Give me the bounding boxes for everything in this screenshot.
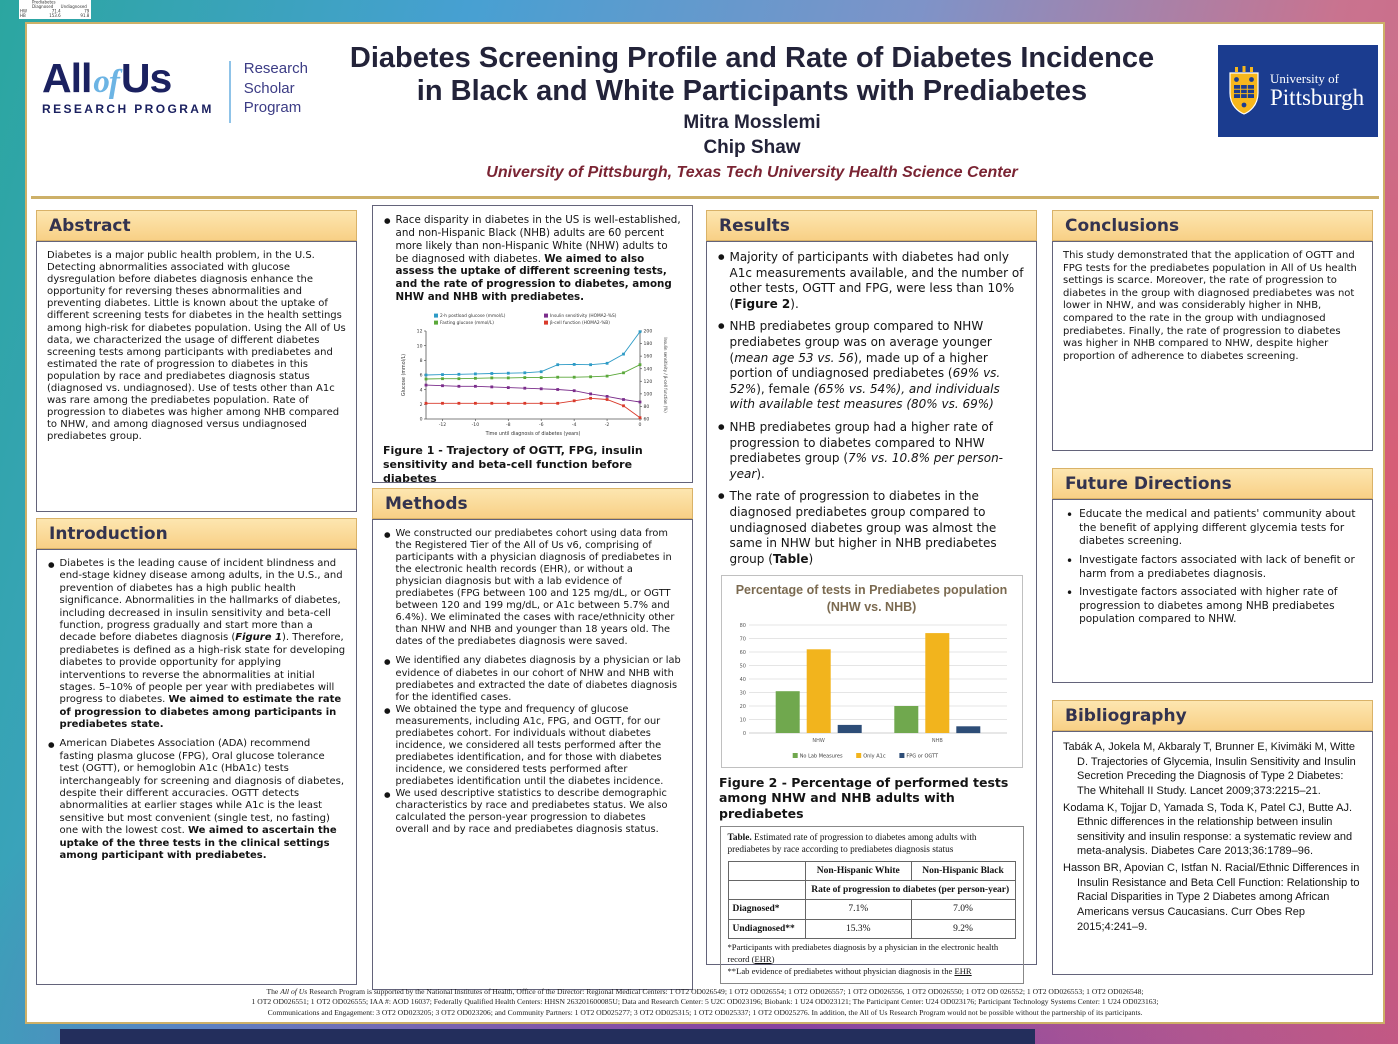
future-directions-title: Future Directions: [1065, 474, 1232, 494]
svg-text:200: 200: [643, 329, 652, 335]
svg-text:180: 180: [643, 342, 652, 348]
figure2-chart: [721, 575, 1023, 768]
bullet-item: [717, 420, 1026, 482]
reference-item: Kodama K, Tojjar D, Yamada S, Toda K, Patel CJ, Butte AJ. Ethnic differences in the relationship between insulin sensitivity and insulin response: a systematic review and meta-analysis. Diabetes Care 2013;36:1789–96.: [1063, 801, 1353, 858]
results-title: Results: [719, 216, 790, 236]
spreadsheet-value: 91.8: [80, 13, 90, 18]
svg-text:2: 2: [419, 402, 422, 408]
bullet-item: [1063, 554, 1362, 581]
bullet-text: ● Race disparity in diabetes in the US is well-established, and non-Hispanic Black (NHB) adults are 60 percent more likely than non-Hispanic White (NHW) adults to be diagnosed with diabetes. We aimed to also assess the uptake of different screening tests, and the rate of progression to diabetes, among NHW and NHB with prediabetes.: [395, 214, 681, 304]
pitt-logo-line2: Pittsburgh: [1270, 85, 1365, 111]
table-row: [728, 881, 1015, 900]
svg-text:10: 10: [416, 344, 422, 350]
table-row: [728, 861, 1015, 880]
bullet-item: [1063, 508, 1362, 549]
svg-text:100: 100: [643, 392, 652, 398]
spreadsheet-row-label: HW: [19, 8, 27, 14]
figure2-title: Percentage of tests in Prediabetes population: [735, 583, 1008, 598]
poster-title-line2: in Black and White Participants with Prediabetes: [416, 75, 1088, 108]
svg-text:0: 0: [742, 730, 746, 737]
spreadsheet-value: 79: [84, 8, 90, 14]
pitt-logo-text: [1270, 72, 1364, 110]
bullet-text: ● We constructed our prediabetes cohort using data from the Registered Tier of the All of Us v6, comprising of participants with a physician diagnosis of prediabetes in the electronic health records (EHR), or without a physician diagnosis but with a lab evidence of prediabetes (FPG between 100 and 125 mg/dL, or OGTT between 120 and 199 mg/dL, or A1c between 5.7% and 6.4%). We eliminated the cases with race/ethnicity other than NHW and NHB and younger than 18 years old. The dates of the prediabetes diagnosis were saved.: [395, 528, 675, 648]
table-title: [728, 832, 1016, 857]
allofus-logo-main: [42, 55, 214, 101]
bullet-item: [717, 250, 1026, 312]
svg-text:30: 30: [739, 690, 746, 697]
background-spreadsheet-fragment: [19, 0, 91, 19]
methods-body: [372, 519, 693, 990]
svg-text:60: 60: [739, 649, 746, 656]
svg-text:FPG or OGTT: FPG or OGTT: [905, 753, 938, 760]
conclusions-header: [1052, 210, 1373, 241]
footer-line-1: The All of Us Research Program is supported by the National Institutes of Health, Office of the Director: Regional Medical Centers: 1 OT2 OD026549; 1 OT2 OD026554; 1 OT2 OD026557; 1 OT2 OD026556, 1 OT2 OD026550; 1 OT2 OD 026552; 1 OT2 OD026553; 1 OT2 OD026548;: [266, 987, 1144, 996]
bullet-text: ● American Diabetes Association (ADA) recommend fasting plasma glucose (FPG), Oral glucose tolerance test (OGTT), or hemoglobin A1c (HbA1c) tests interchangeably for screening and diagnosis of diabetes, despite their different accuracies. OGTT detects abnormalities at earlier stages while A1c is the least sensitive but most convenient (single test, no fasting) one with the lowest cost. We aimed to ascertain the uptake of the three tests in the clinical settings among participant with prediabetes.: [59, 738, 345, 861]
abstract-title: Abstract: [49, 216, 131, 236]
results-header: [706, 210, 1037, 241]
figure2-caption: Figure 2 - Percentage of performed tests among NHW and NHB adults with prediabetes: [719, 774, 1009, 822]
svg-text:80: 80: [643, 405, 649, 411]
footer-line-2: 1 OT2 OD026551; 1 OT2 OD026555; IAA #: AOD 16037; Federally Qualified Health Centers: HHSN 263201600085U; Data and Research Center: 5 U2C OD023196; Biobank: 1 U24 OD023121; The Participant Center: U24 OD023176; Participant Technology Systems Center: 1 U24 OD023163;: [251, 997, 1159, 1007]
svg-text:40: 40: [739, 676, 746, 683]
allofus-logo-subtitle: RESEARCH PROGRAM: [42, 102, 214, 116]
svg-text:8: 8: [419, 358, 422, 364]
spreadsheet-col1: Diagnosed: [31, 4, 54, 10]
bottom-navy-bar: [60, 1029, 1035, 1044]
bullet-text: ● Majority of participants with diabetes had only A1c measurements available, and the number of other tests, OGTT and FPG, were less than 10% (Figure 2).: [729, 250, 1024, 311]
svg-text:-6: -6: [538, 423, 544, 429]
introduction-title: Introduction: [49, 524, 168, 544]
table-cell: 15.3%: [805, 919, 911, 938]
bullet-item: [47, 558, 346, 731]
svg-text:60: 60: [643, 417, 649, 423]
svg-text:0: 0: [638, 423, 641, 429]
bullet-item: [383, 214, 682, 304]
author-1: Mitra Mosslemi: [683, 111, 821, 133]
svg-text:6: 6: [419, 373, 422, 379]
bullet-item: [1063, 586, 1362, 627]
svg-text:-4: -4: [571, 423, 576, 429]
figure1-chart: [398, 311, 668, 441]
svg-text:20: 20: [739, 703, 746, 710]
table-title-prefix: Table.: [727, 832, 752, 843]
table-cell: 7.1%: [805, 900, 911, 919]
author-2: Chip Shaw: [703, 137, 801, 159]
pitt-logo-line1: University of: [1270, 70, 1339, 86]
svg-text:4: 4: [419, 388, 422, 394]
table-span-header: Rate of progression to diabetes (per person-year): [805, 881, 1015, 900]
logo-divider: [229, 61, 231, 123]
footer-line-3: Communications and Engagement: 3 OT2 OD023205; 3 OT2 OD023206; and Community Partners: 1 OT2 OD025277; 3 OT2 OD025315; 1 OT2 OD025337; 1 OT2 OD025276. In addition, the All of Us Research Program would not be possible without the partnership of its participants.: [267, 1007, 1143, 1017]
spreadsheet-value: 153.6: [49, 13, 61, 18]
svg-text:-8: -8: [505, 423, 511, 429]
bullet-item: [383, 528, 682, 648]
bullet-text: ● Diabetes is the leading cause of incident blindness and end-stage kidney disease among adults, in the U.S., and prevention of diabetes has a high public health significance. Abnormalities in the hallmarks of diabetes, including decreased in insulin sensitivity and beta-cell function, progress gradually and start more than a decade before diabetes diagnosis (Figure 1). Therefore, prediabetes is defined as a high-risk state for developing diabetes to provide opportunity for applying interventions to reverse the abnormalities at initial stages. 5–10% of people per year with prediabetes will progress to diabetes. We aimed to estimate the rate of progression to diabetes among participants in prediabetes state.: [59, 558, 346, 731]
abstract-header: [36, 210, 357, 241]
table-cell: 9.2%: [911, 919, 1015, 938]
svg-text:2-h postload glucose (mmol/L): 2-h postload glucose (mmol/L): [439, 314, 505, 320]
svg-text:80: 80: [739, 622, 746, 629]
svg-text:Time until diagnosis of diabet: Time until diagnosis of diabetes (years): [485, 432, 580, 438]
introduction-body: [36, 549, 357, 985]
svg-text:Insulin sensitivity / β-cell f: Insulin sensitivity / β-cell function (%): [662, 337, 668, 413]
svg-text:-10: -10: [471, 423, 479, 429]
table-footnote-1: *Participants with prediabetes diagnosis by a physician in the electronic health record (EHR): [727, 942, 999, 964]
results-table: [720, 826, 1024, 984]
scholar-line-2: Scholar: [243, 79, 295, 97]
svg-text:-2: -2: [604, 423, 609, 429]
bullet-item: [383, 655, 682, 703]
bullet-item: [383, 788, 682, 836]
bibliography-body: [1052, 731, 1373, 975]
conclusions-title: Conclusions: [1065, 216, 1180, 236]
scholar-line-3: Program: [243, 99, 302, 116]
bullet-text: ● We used descriptive statistics to describe demographic characteristics by race and prediabetes status. We also calculated the person-year progression to diabetes overall and by race and prediabetes diagnosis status.: [395, 787, 668, 836]
introduction-header: [36, 518, 357, 549]
future-directions-header: [1052, 468, 1373, 499]
methods-title: Methods: [385, 494, 468, 514]
bullet-text: ● We identified any diabetes diagnosis by a physician or lab evidence of diabetes in our cohort of NHW and NHB with prediabetes and extracted the date of diabetes diagnosis for the identified cases.: [395, 655, 681, 703]
abstract-text: Diabetes is a major public health problem, in the U.S. Detecting abnormalities associated with glucose dysregulation before diabetes diagnosis enhance the opportunity for reversing theses abnormalities and preventing diabetes. Little is known about the uptake of different screening tests for diabetes in the health settings among high-risk for diabetes population. Using the All of Us data, we characterized the usage of different diabetes screening tests among participants with prediabetes and estimated the rate of progression to diabetes in this population by race and prediabetes diagnosis status (diagnosed vs. undiagnosed). Use of tests other than A1c was rare among the prediabetes population. Rate of progression to diabetes was higher among NHB compared to NHW, and among diagnosed versus undiagnosed prediabetes group.: [47, 250, 346, 443]
funding-footer: [57, 987, 1353, 1018]
table-footnote-2: **Lab evidence of prediabetes without physician diagnosis in the EHR: [727, 966, 972, 977]
scholar-line-1: Research: [243, 60, 308, 77]
bullet-text: ● NHB prediabetes group compared to NHW prediabetes group was on average younger (mean age 53 vs. 56), made up of a higher portion of undiagnosed prediabetes (69% vs. 52%), female (65% vs. 54%), and individuals with available test measures (80% vs. 69%): [729, 319, 1001, 412]
table-row: [728, 900, 1015, 919]
svg-text:12: 12: [416, 329, 422, 335]
poster-title-line1: Diabetes Screening Profile and Rate of Diabetes Incidence: [349, 42, 1155, 74]
table-col-header-nhw: Non-Hispanic White: [805, 861, 911, 880]
bullet-text: ● The rate of progression to diabetes in the diagnosed prediabetes group compared to undiagnosed diabetes group was almost the same in NHW but higher in NHB prediabetes group (Table): [729, 489, 997, 566]
conclusions-text: This study demonstrated that the application of OGTT and FPG tests for the prediabetes population in All of Us health settings is scarce. Moreover, the rate of progression to diabetes in the group with diagnosed prediabetes was not lower in NHW, and was considerably higher in NHB, compared to the rate in the group with undiagnosed prediabetes. Finally, the rate of progression to diabetes was higher in NHB compared to NHW, despite higher proportion of adherence to diabetes screening.: [1063, 250, 1357, 362]
table-cell-empty: [728, 881, 805, 900]
svg-text:140: 140: [643, 367, 652, 373]
svg-text:50: 50: [739, 663, 746, 670]
allofus-logo-wordmark: [42, 55, 214, 116]
figure1-caption: Figure 1 - Trajectory of OGTT, FPG, insulin sensitivity and beta-cell function before diabetes: [383, 444, 643, 485]
table-row-label: Undiagnosed**: [728, 919, 805, 938]
table-cell-empty: [728, 861, 805, 880]
svg-text:NHW: NHW: [811, 737, 825, 744]
svg-text:Fasting glucose (mmol/L): Fasting glucose (mmol/L): [439, 321, 494, 327]
table-cell: 7.0%: [911, 900, 1015, 919]
table-grid: [728, 861, 1016, 939]
figure2-subtitle: (NHW vs. NHB): [826, 599, 917, 614]
spreadsheet-col2: Undiagnosed: [60, 4, 87, 10]
svg-text:10: 10: [739, 717, 746, 724]
future-directions-body: [1052, 499, 1373, 683]
table-title-rest: Estimated rate of progression to diabetes among adults with prediabetes by race according to prediabetes diagnosis status: [727, 832, 977, 856]
research-scholar-program-label: [244, 59, 308, 118]
bibliography-header: [1052, 700, 1373, 731]
header-divider: [31, 196, 1379, 199]
reference-item: Tabák A, Jokela M, Akbaraly T, Brunner E, Kivimäki M, Witte D. Trajectories of Glycemia, Insulin Sensitivity and Insulin Secretion Preceding the Diagnosis of Type 2 Diabetes: The Whitehall II Study. Lancet 2009;373:2215–21.: [1063, 741, 1356, 797]
table-col-header-nhb: Non-Hispanic Black: [911, 861, 1015, 880]
svg-text:0: 0: [419, 417, 422, 423]
bullet-text: • Investigate factors associated with higher rate of progression to diabetes among NHB prediabetes population compared to NHW.: [1079, 586, 1338, 626]
table-row: [728, 919, 1015, 938]
svg-text:Insulin sensitivity (HOMA2-%S): Insulin sensitivity (HOMA2-%S): [549, 314, 616, 320]
spreadsheet-grid: [20, 0, 90, 18]
allofus-logo-of: of: [93, 64, 119, 100]
table-row-label: Diagnosed*: [728, 900, 805, 919]
figure2-plot: [729, 617, 1015, 767]
allofus-logo: [42, 55, 308, 123]
bullet-text: • Investigate factors associated with lack of benefit or harm from a prediabetes diagnosis.: [1079, 553, 1355, 580]
pitt-shield-icon: [1224, 66, 1264, 116]
svg-text:70: 70: [739, 636, 746, 643]
allofus-logo-all: All: [42, 55, 92, 101]
allofus-logo-us: Us: [120, 55, 172, 101]
results-body: [706, 241, 1037, 977]
reference-item: Hasson BR, Apovian C, Istfan N. Racial/Ethnic Differences in Insulin Resistance and Beta Cell Function: Relationship to Racial Disparities in Type 2 Diabetes among African Americans versus Caucasians. Curr Obes Rep 2015;4:241–9.: [1063, 862, 1360, 933]
svg-text:Glucose (mmol/L): Glucose (mmol/L): [401, 353, 407, 397]
spreadsheet-row-label: HB: [19, 13, 26, 18]
affiliation: University of Pittsburgh, Texas Tech University Health Science Center: [486, 164, 1018, 182]
bibliography-title: Bibliography: [1065, 706, 1187, 726]
aims-figure1-box: [372, 205, 693, 483]
methods-header: [372, 488, 693, 519]
bullet-text: ● NHB prediabetes group had a higher rate of progression to diabetes compared to NHW prediabetes group (7% vs. 10.8% per person-year).: [729, 419, 1004, 481]
svg-text:-12: -12: [438, 423, 446, 429]
poster-sheet: [25, 22, 1385, 1024]
bullet-item: [717, 489, 1026, 567]
bullet-item: [383, 704, 682, 788]
abstract-body: [36, 241, 357, 512]
bullet-item: [717, 319, 1026, 413]
title-block: [312, 42, 1192, 182]
svg-text:160: 160: [643, 354, 652, 360]
conclusions-body: [1052, 241, 1373, 451]
bullet-item: [47, 738, 346, 862]
svg-text:β-cell function (HOMA2-%B): β-cell function (HOMA2-%B): [549, 321, 610, 327]
spreadsheet-header: Prediabetes: [31, 0, 56, 5]
bullet-text: • Educate the medical and patients' community about the benefit of applying different glycemia tests for diabetes screening.: [1079, 508, 1356, 548]
svg-text:No Lab Measures: No Lab Measures: [799, 753, 843, 760]
svg-text:120: 120: [643, 379, 652, 385]
svg-text:NHB: NHB: [931, 737, 943, 744]
bullet-text: ● We obtained the type and frequency of glucose measurements, including A1c, FPG, and OGTT, for our prediabetes cohort. For individuals without diabetes incidence, we considered all tests performed after the prediabetes identification, and for those with diabetes incidence, we considered tests performed after prediabetes identification until the diabetes incidence.: [395, 703, 664, 787]
svg-text:Only A1c: Only A1c: [862, 753, 886, 760]
spreadsheet-value: 71.4: [51, 8, 61, 14]
figure1-plot: [398, 311, 668, 441]
pitt-logo: [1218, 45, 1378, 137]
